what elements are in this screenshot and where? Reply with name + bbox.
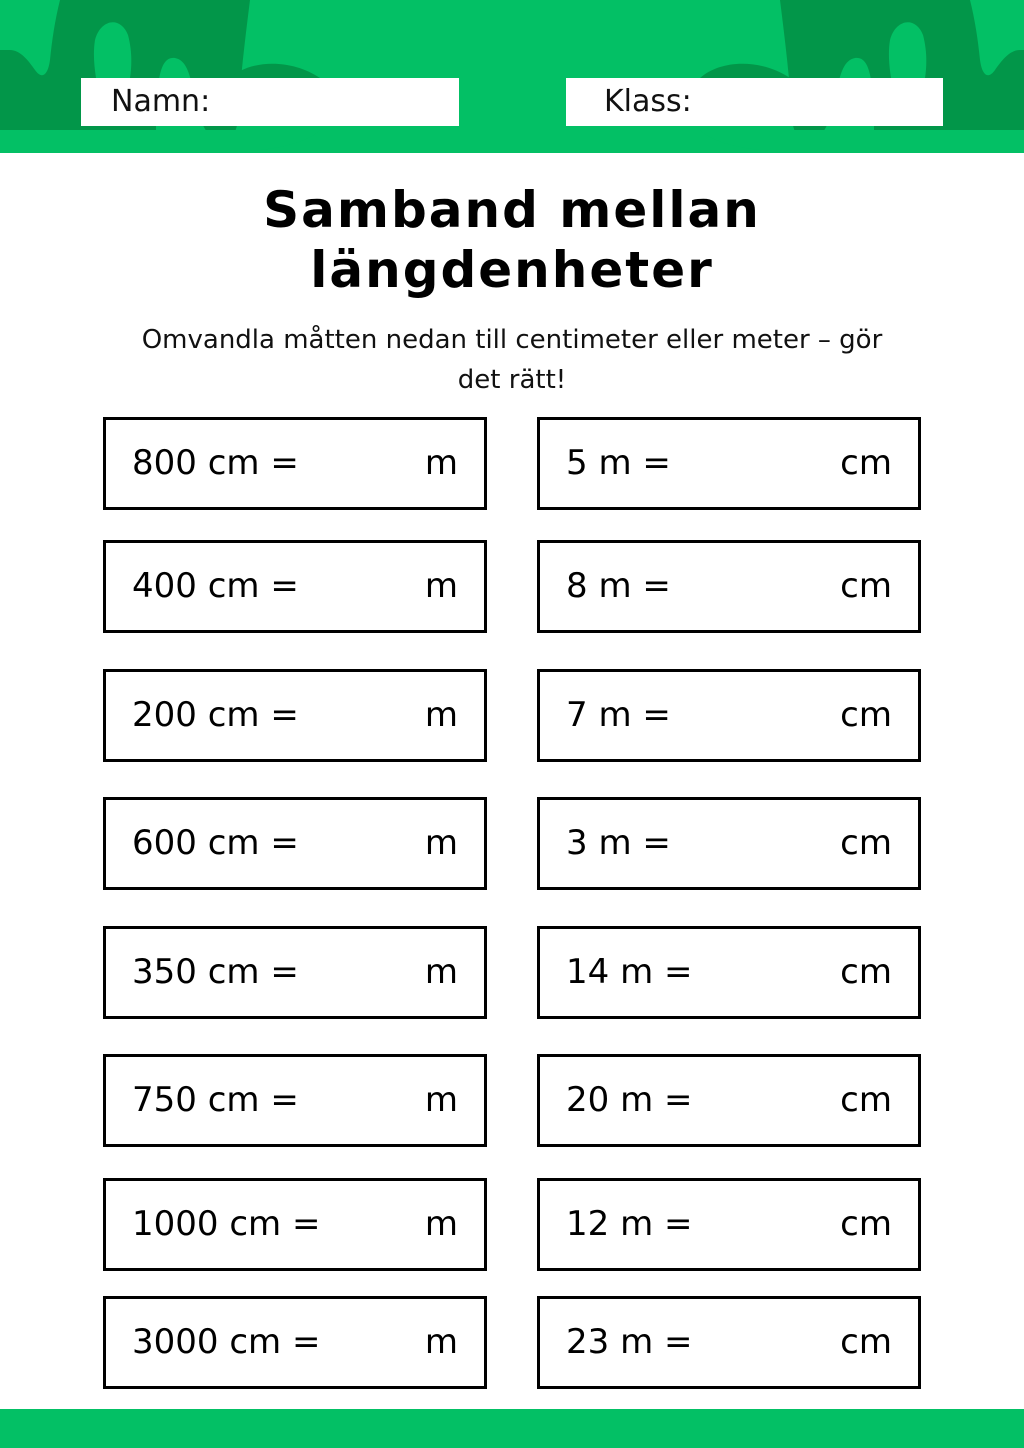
task-box[interactable]	[103, 1178, 487, 1271]
task-expression: 5 m =	[566, 443, 671, 483]
task-box[interactable]	[103, 669, 487, 762]
task-unit: m	[424, 1322, 458, 1362]
task-expression: 350 cm =	[132, 952, 299, 992]
title-line-2: längdenheter	[310, 241, 714, 299]
task-expression: 12 m =	[566, 1204, 693, 1244]
task-box[interactable]	[103, 797, 487, 890]
task-unit: m	[424, 1204, 458, 1244]
task-unit: cm	[840, 695, 892, 735]
class-label: Klass:	[604, 84, 692, 119]
task-unit: m	[424, 1080, 458, 1120]
task-expression: 200 cm =	[132, 695, 299, 735]
task-expression: 400 cm =	[132, 566, 299, 606]
task-box[interactable]	[537, 540, 921, 633]
task-unit: cm	[840, 1204, 892, 1244]
task-box[interactable]	[537, 1054, 921, 1147]
task-unit: cm	[840, 823, 892, 863]
name-field[interactable]	[81, 78, 459, 126]
task-unit: m	[424, 443, 458, 483]
instructions-line-1: Omvandla måtten nedan till centimeter eller meter – gör	[141, 325, 883, 355]
header-decoration	[0, 0, 1024, 153]
footer-bar	[0, 1409, 1024, 1448]
task-unit: cm	[840, 1322, 892, 1362]
task-unit: m	[424, 566, 458, 606]
task-expression: 3000 cm =	[132, 1322, 321, 1362]
task-box[interactable]	[103, 540, 487, 633]
task-expression: 800 cm =	[132, 443, 299, 483]
page-title	[0, 180, 1024, 300]
instructions	[120, 320, 904, 400]
task-expression: 3 m =	[566, 823, 671, 863]
task-box[interactable]	[537, 1178, 921, 1271]
task-expression: 20 m =	[566, 1080, 693, 1120]
task-unit: m	[424, 695, 458, 735]
class-field[interactable]	[566, 78, 943, 126]
task-unit: cm	[840, 566, 892, 606]
title-line-1: Samband mellan	[263, 181, 761, 239]
task-box[interactable]	[537, 797, 921, 890]
task-box[interactable]	[537, 417, 921, 510]
name-label: Namn:	[111, 84, 211, 119]
task-box[interactable]	[103, 1054, 487, 1147]
task-unit: m	[424, 952, 458, 992]
instructions-line-2: det rätt!	[457, 365, 567, 395]
header-banner	[0, 0, 1024, 153]
task-unit: cm	[840, 1080, 892, 1120]
task-box[interactable]	[103, 926, 487, 1019]
task-unit: cm	[840, 443, 892, 483]
task-expression: 750 cm =	[132, 1080, 299, 1120]
task-box[interactable]	[537, 669, 921, 762]
task-expression: 8 m =	[566, 566, 671, 606]
task-box[interactable]	[103, 1296, 487, 1389]
task-expression: 600 cm =	[132, 823, 299, 863]
task-expression: 14 m =	[566, 952, 693, 992]
task-expression: 7 m =	[566, 695, 671, 735]
task-box[interactable]	[537, 1296, 921, 1389]
task-unit: m	[424, 823, 458, 863]
task-unit: cm	[840, 952, 892, 992]
task-box[interactable]	[537, 926, 921, 1019]
task-expression: 23 m =	[566, 1322, 693, 1362]
task-box[interactable]	[103, 417, 487, 510]
task-expression: 1000 cm =	[132, 1204, 321, 1244]
